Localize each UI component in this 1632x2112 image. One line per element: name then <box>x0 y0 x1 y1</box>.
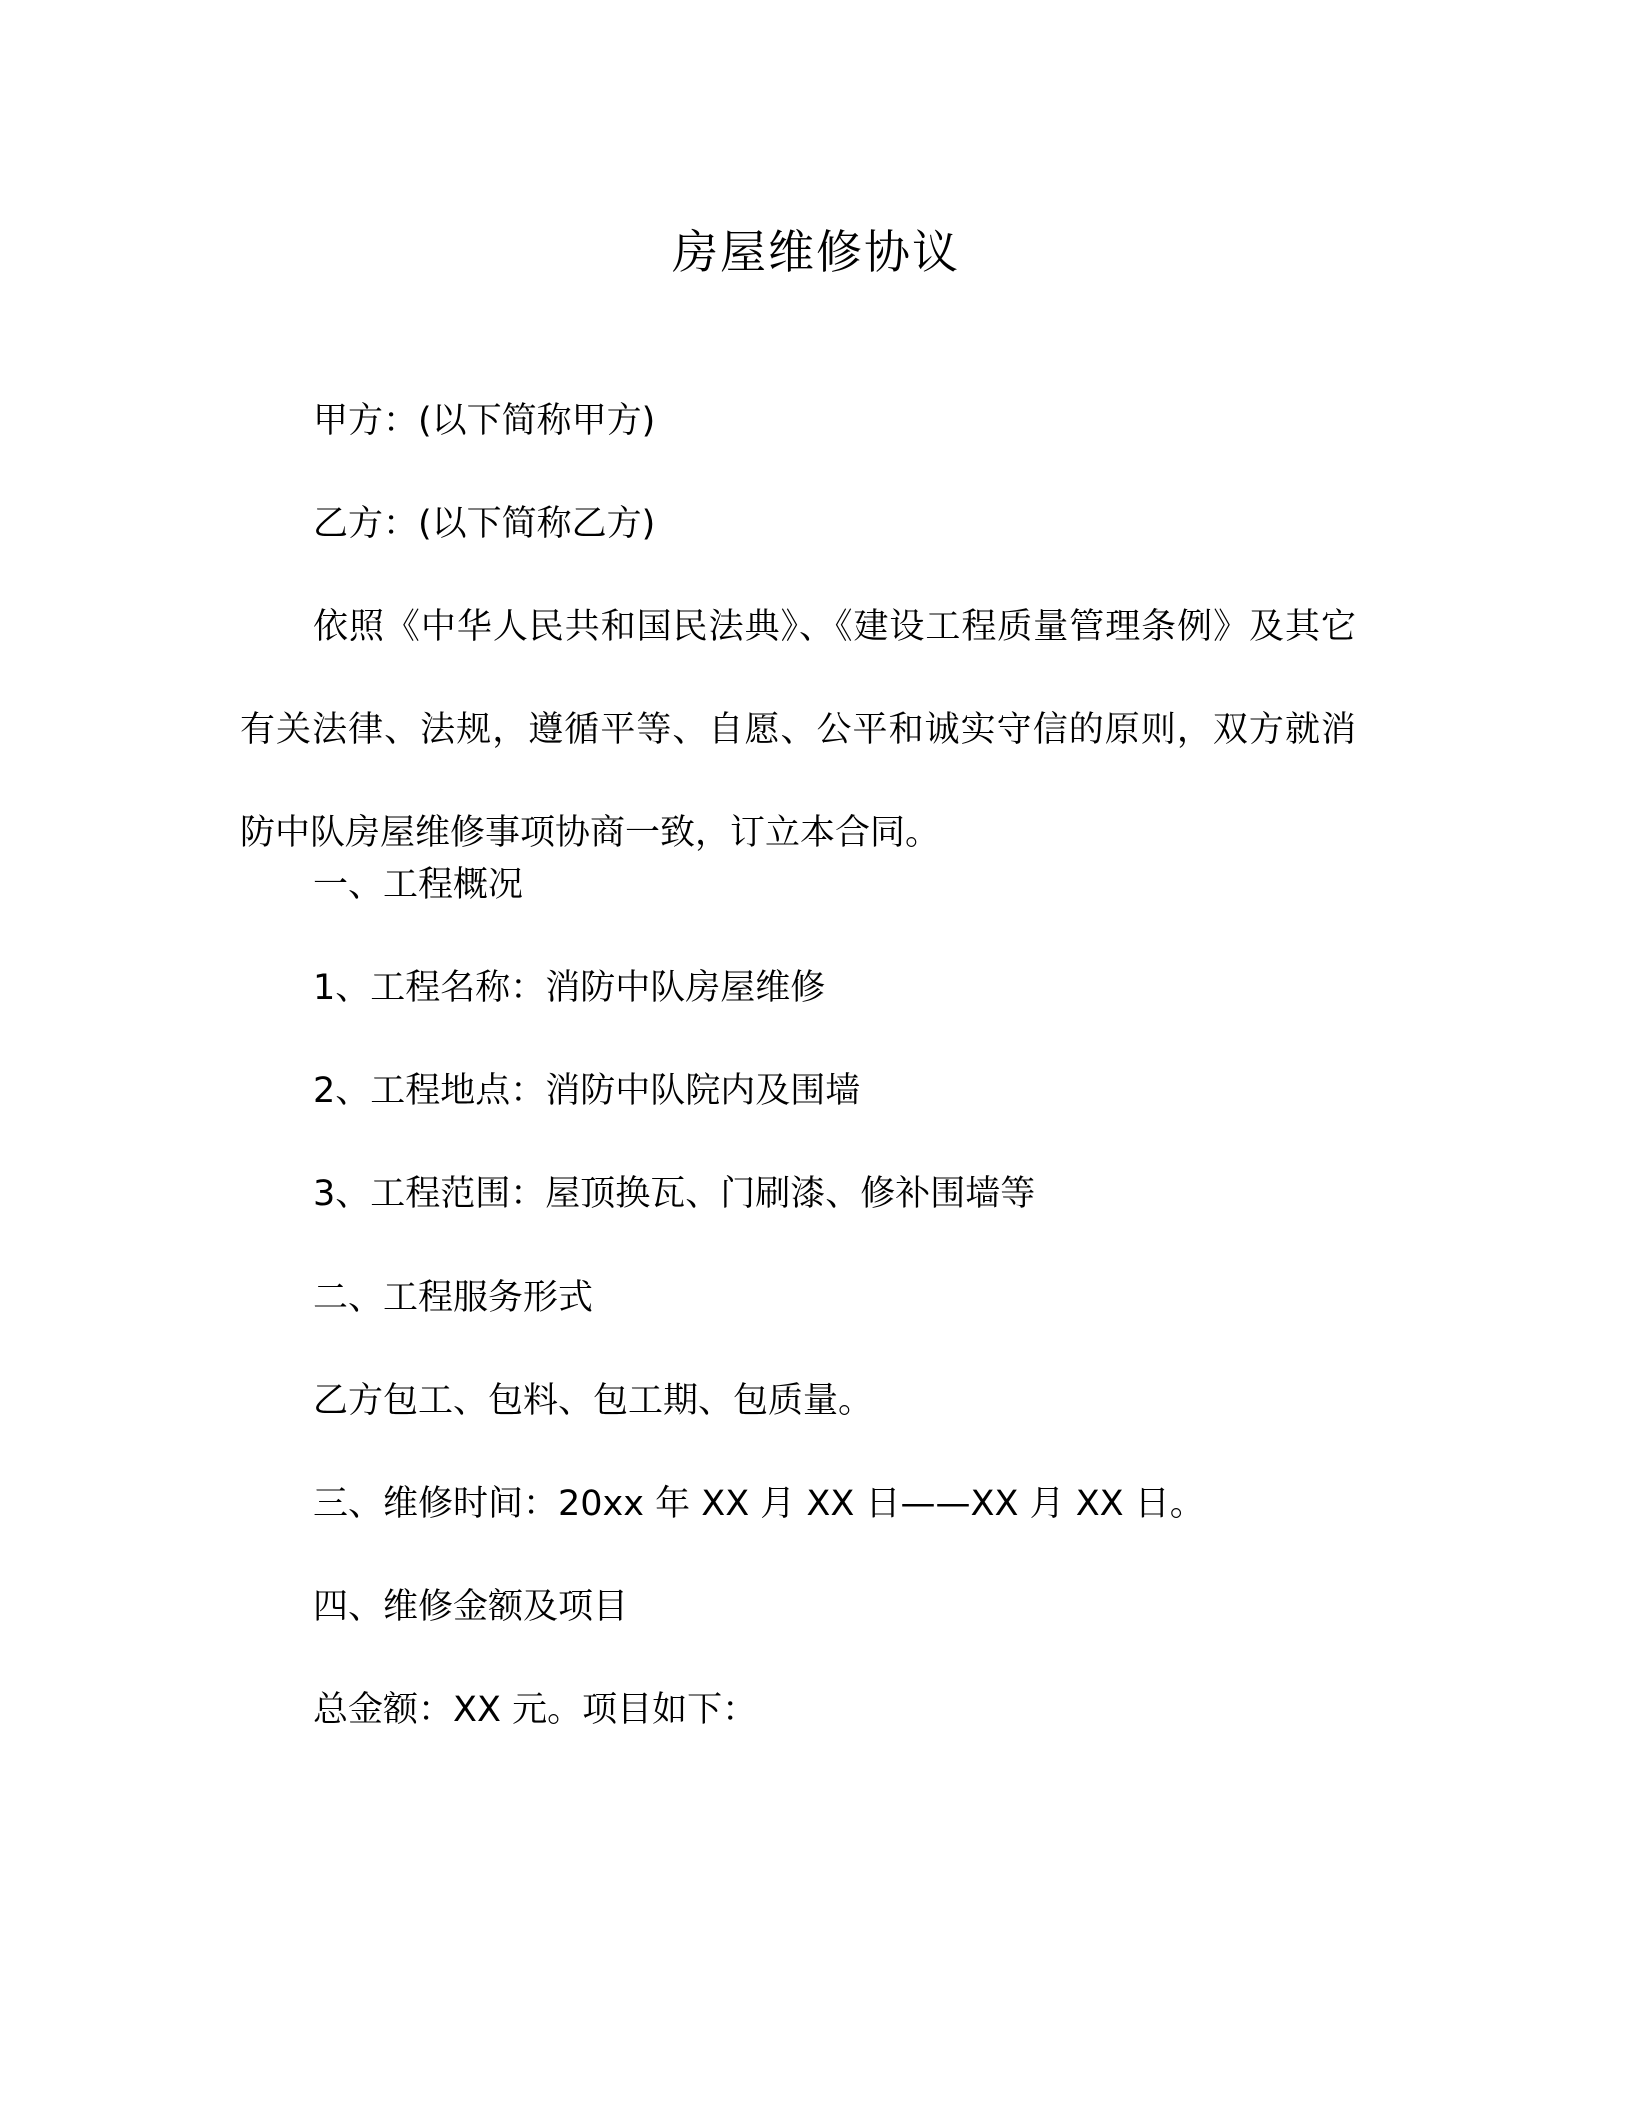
repair-time-line: 三、维修时间：20xx 年 XX 月 XX 日——XX 月 XX 日。 <box>313 1484 1205 1524</box>
party-b-line: 乙方：(以下简称乙方) <box>313 504 656 544</box>
party-a-line: 甲方：(以下简称甲方) <box>313 401 656 441</box>
project-name-item: 1、工程名称：消防中队房屋维修 <box>313 968 826 1008</box>
section-2-heading: 二、工程服务形式 <box>313 1278 594 1318</box>
document-title: 房屋维修协议 <box>672 225 960 279</box>
section-4-heading: 四、维修金额及项目 <box>313 1587 629 1627</box>
total-amount-line: 总金额：XX 元。项目如下： <box>313 1690 758 1730</box>
intro-paragraph: 依照《中华人民共和国民法典》、《建设工程质量管理条例》及其它有关法律、法规，遵循平等、自愿、公平和诚实守信的原则，双方就消防中队房屋维修事项协商一致，订立本合同。 <box>240 607 1356 853</box>
project-location-item: 2、工程地点：消防中队院内及围墙 <box>313 1071 861 1111</box>
service-form-text: 乙方包工、包料、包工期、包质量。 <box>313 1381 874 1421</box>
section-1-heading: 一、工程概况 <box>313 865 524 905</box>
project-scope-item: 3、工程范围：屋顶换瓦、门刷漆、修补围墙等 <box>313 1174 1036 1214</box>
